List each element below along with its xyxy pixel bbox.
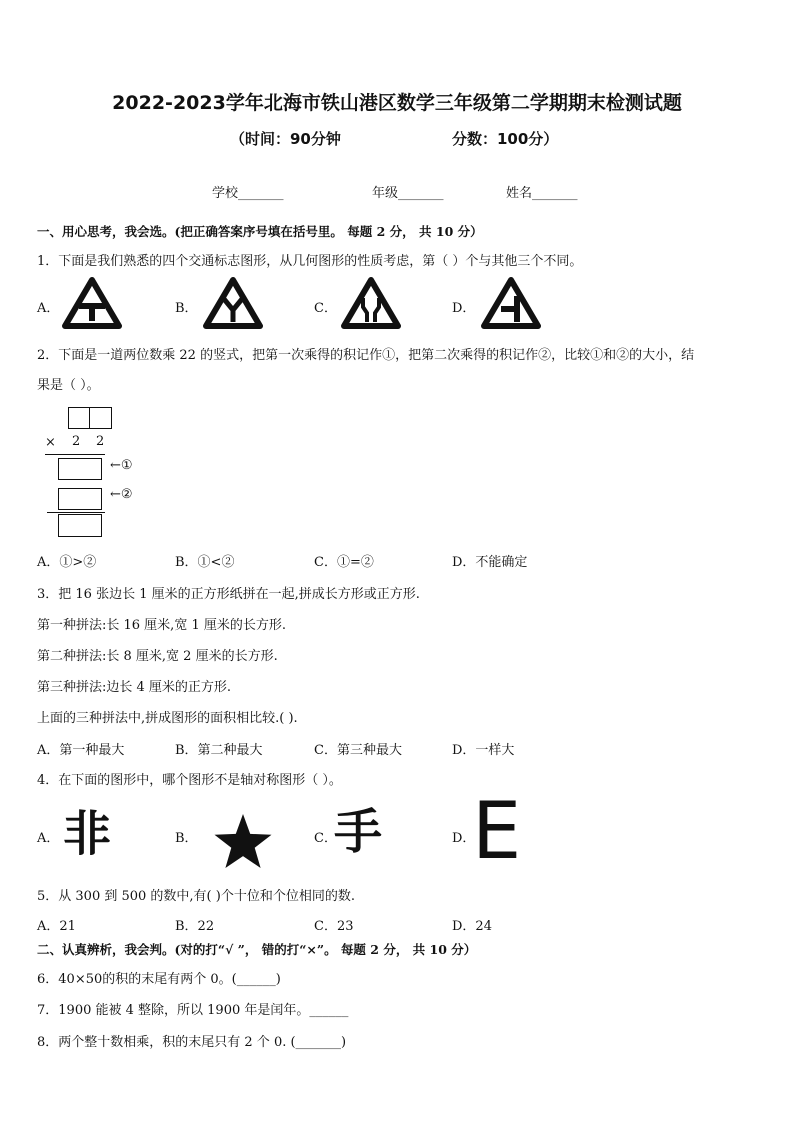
digit-box-tens (68, 407, 91, 429)
q4-option-d-label: D． (452, 831, 476, 846)
q2-option-a: A．①>② (37, 555, 97, 570)
q1-option-c-label: C． (314, 301, 337, 316)
q5-option-c: C．23 (314, 919, 354, 934)
star-icon (212, 812, 274, 868)
section-1-heading: 一、用心思考，我会选。(把正确答案序号填在括号里。 每题 2 分， 共 10 分） (37, 224, 483, 239)
school-field: 学校_______ (212, 186, 284, 201)
q5-option-a: A．21 (37, 919, 76, 934)
partial-product-1-box (58, 458, 102, 480)
question-1-text: 1．下面是我们熟悉的四个交通标志图形，从几何图形的性质考虑，第（ ）个与其他三个不同。 (37, 254, 583, 269)
q2-option-c: C．①=② (314, 555, 374, 570)
q4-option-a-label: A． (37, 831, 60, 846)
question-3-line4: 上面的三种拼法中,拼成图形的面积相比较.( ). (37, 711, 298, 726)
q4-option-b-label: B． (175, 831, 198, 846)
time-label: （时间：90分钟 (230, 130, 341, 148)
side-road-sign-icon (481, 277, 541, 329)
road-narrows-sign-icon (341, 277, 401, 329)
q2-option-b: B．①<② (175, 555, 235, 570)
question-4-text: 4．在下面的图形中，哪个图形不是轴对称图形（ ）。 (37, 773, 342, 788)
partial-product-1-mark: ←① (110, 458, 133, 473)
question-6-text: 6．40×50的积的末尾有两个 0。(______) (37, 972, 281, 987)
name-field: 姓名_______ (506, 186, 578, 201)
q5-option-d: D．24 (452, 919, 492, 934)
multiplier-digit-ones: 2 (96, 434, 105, 449)
q1-option-b-label: B． (175, 301, 198, 316)
partial-product-2-mark: ←② (110, 487, 133, 502)
q3-option-c: C．第三种最大 (314, 743, 402, 758)
vertical-calc-line-2 (47, 512, 105, 513)
question-5-text: 5．从 300 到 500 的数中,有( )个十位和个位相同的数. (37, 889, 355, 904)
q5-option-b: B．22 (175, 919, 215, 934)
question-3-line2: 第二种拼法:长 8 厘米,宽 2 厘米的长方形. (37, 649, 278, 664)
q2-option-d: D．不能确定 (452, 555, 528, 570)
question-3-line3: 第三种拼法:边长 4 厘米的正方形. (37, 680, 232, 695)
q1-option-d-label: D． (452, 301, 476, 316)
y-junction-sign-icon (203, 277, 263, 329)
q1-option-a-label: A． (37, 301, 60, 316)
q4-option-c-label: C． (314, 831, 337, 846)
t-junction-sign-icon (62, 277, 122, 329)
question-2-text-line1: 2．下面是一道两位数乘 22 的竖式，把第一次乘得的积记作①，把第二次乘得的积记作②，比较①和②的大小，结 (37, 348, 695, 363)
times-sign: × (45, 435, 56, 450)
char-fei: 非 (63, 806, 112, 862)
final-product-box (58, 514, 102, 537)
q3-option-b: B．第二种最大 (175, 743, 263, 758)
char-shou: 手 (334, 804, 383, 860)
question-3-line1: 第一种拼法:长 16 厘米,宽 1 厘米的长方形. (37, 618, 286, 633)
grade-field: 年级_______ (372, 186, 444, 201)
question-8-text: 8．两个整十数相乘，积的末尾只有 2 个 0. (_______) (37, 1035, 347, 1050)
partial-product-2-box (58, 488, 102, 510)
letter-e: E (472, 787, 522, 877)
section-2-heading: 二、认真辨析，我会判。(对的打“√ ”， 错的打“×”。 每题 2 分， 共 10 分） (37, 942, 477, 957)
q3-option-a: A．第一种最大 (37, 743, 125, 758)
question-2-text-line2: 果是（ ）。 (37, 378, 100, 393)
question-7-text: 7．1900 能被 4 整除，所以 1900 年是闰年。______ (37, 1003, 349, 1018)
digit-box-ones (89, 407, 112, 429)
question-3-text: 3．把 16 张边长 1 厘米的正方形纸拼在一起,拼成长方形或正方形. (37, 587, 420, 602)
score-label: 分数：100分） (452, 130, 559, 148)
vertical-calc-line-1 (45, 454, 105, 455)
q3-option-d: D．一样大 (452, 743, 515, 758)
multiplier-digit-tens: 2 (72, 434, 81, 449)
page-title: 2022-2023学年北海市铁山港区数学三年级第二学期期末检测试题 (112, 92, 682, 114)
